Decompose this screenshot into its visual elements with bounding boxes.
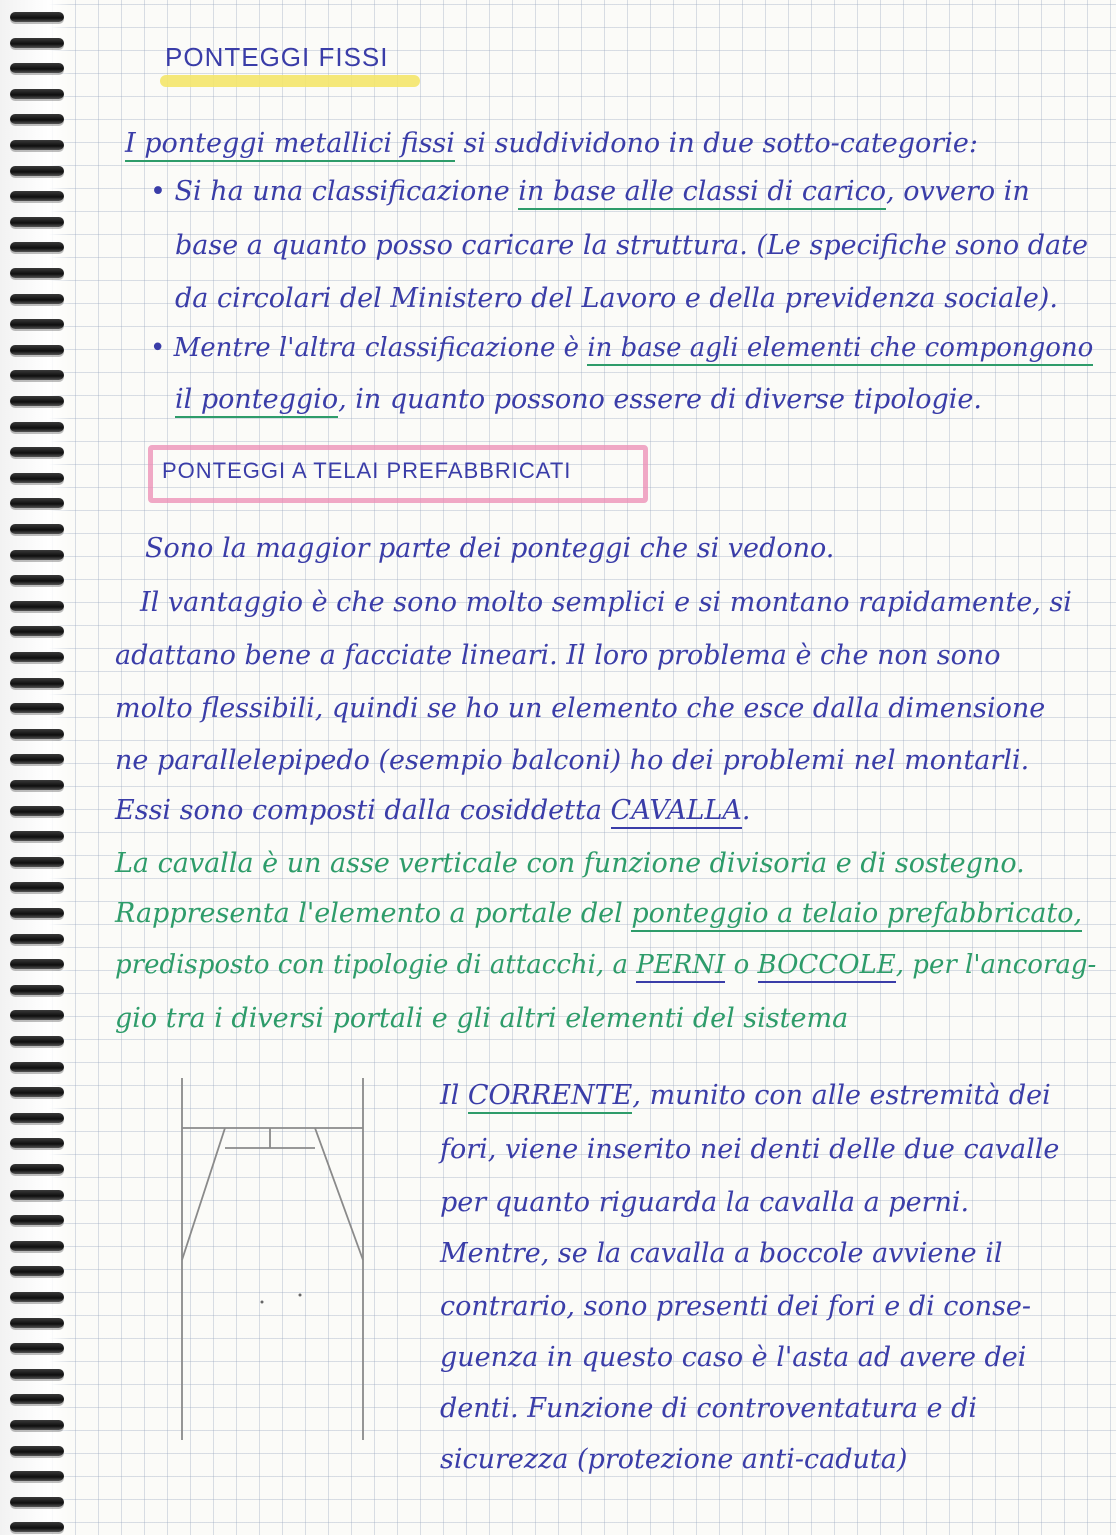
spiral-ring: [10, 89, 64, 99]
spiral-ring: [10, 1036, 64, 1046]
spiral-ring: [10, 780, 64, 790]
bullet-dot: •: [150, 333, 174, 363]
bullet-1: [150, 176, 1030, 207]
bullet-2-text: Mentre l'altra classificazione è: [173, 333, 588, 363]
green-note-l3-or: o: [725, 950, 758, 980]
green-note-l2: [115, 898, 1082, 929]
spiral-ring: [10, 1394, 64, 1404]
spiral-ring: [10, 370, 64, 380]
intro-line-1-rest: si suddividono in due sotto-categorie:: [454, 128, 978, 159]
spiral-ring: [10, 1522, 64, 1532]
bullet-dot: •: [150, 176, 175, 207]
corrente-l1-text: Il: [440, 1080, 468, 1111]
spiral-ring: [10, 806, 64, 816]
spiral-ring: [10, 1241, 64, 1251]
spiral-ring: [10, 1164, 64, 1174]
corrente-term: CORRENTE: [468, 1080, 633, 1114]
spiral-ring: [10, 217, 64, 227]
corrente-l1-rest: , munito con alle estremità dei: [632, 1080, 1051, 1111]
corrente-l7: denti. Funzione di controventatura e di: [440, 1393, 978, 1424]
spiral-ring: [10, 1369, 64, 1379]
spiral-ring: [10, 601, 64, 611]
green-note-l2-highlight: ponteggio a telaio prefabbricato,: [631, 898, 1082, 932]
spiral-binding: [0, 0, 70, 1535]
bullet-1-text: Si ha una classificazione: [174, 176, 519, 207]
green-note-l3: [115, 950, 1096, 980]
section-p6-end: .: [741, 795, 751, 826]
spiral-ring: [10, 908, 64, 918]
spiral-ring: [10, 1190, 64, 1200]
perni-term: PERNI: [636, 950, 725, 983]
bullet-1-line-2: base a quanto posso caricare la struttura. (Le specifiche sono date: [175, 230, 1088, 261]
bullet-2-highlight-2: il ponteggio: [175, 384, 338, 418]
cavalla-term: CAVALLA: [611, 795, 742, 829]
corrente-l2: fori, viene inserito nei denti delle due cavalle: [440, 1134, 1060, 1165]
section-p3: adattano bene a facciate lineari. Il loro problema è che non sono: [115, 640, 1001, 671]
bullet-2: [150, 333, 1093, 363]
spiral-ring: [10, 729, 64, 739]
spiral-ring: [10, 1497, 64, 1507]
spiral-ring: [10, 12, 64, 22]
bullet-1-line-3: da circolari del Ministero del Lavoro e della previdenza sociale).: [175, 283, 1058, 314]
spiral-ring: [10, 498, 64, 508]
cavalla-frame-drawing: [170, 1070, 380, 1450]
section-p1: Sono la maggior parte dei ponteggi che si vedono.: [145, 533, 835, 564]
spiral-ring: [10, 934, 64, 944]
section-p2: Il vantaggio è che sono molto semplici e si montano rapidamente, si: [140, 587, 1072, 618]
spiral-ring: [10, 38, 64, 48]
spiral-ring: [10, 1318, 64, 1328]
spiral-ring: [10, 63, 64, 73]
spiral-ring: [10, 831, 64, 841]
spiral-ring: [10, 447, 64, 457]
spiral-ring: [10, 1446, 64, 1456]
spiral-ring: [10, 345, 64, 355]
spiral-ring: [10, 242, 64, 252]
spiral-ring: [10, 319, 64, 329]
spiral-ring: [10, 191, 64, 201]
spiral-ring: [10, 1138, 64, 1148]
bullet-2-line-2-rest: , in quanto possono essere di diverse tipologie.: [338, 384, 982, 415]
title-highlight: [160, 75, 420, 87]
spiral-ring: [10, 166, 64, 176]
section-p6-text: Essi sono composti dalla cosiddetta: [115, 795, 611, 826]
spiral-ring: [10, 140, 64, 150]
spiral-ring: [10, 1215, 64, 1225]
spiral-ring: [10, 1292, 64, 1302]
spiral-ring: [10, 422, 64, 432]
bullet-2-line-2: [175, 384, 982, 415]
spiral-ring: [10, 754, 64, 764]
spiral-ring: [10, 1113, 64, 1123]
corrente-l1: [440, 1080, 1051, 1111]
spiral-ring: [10, 703, 64, 713]
spiral-ring: [10, 678, 64, 688]
spiral-ring: [10, 268, 64, 278]
corrente-l8: sicurezza (protezione anti-caduta): [440, 1444, 908, 1475]
spiral-ring: [10, 985, 64, 995]
spiral-ring: [10, 1087, 64, 1097]
spiral-ring: [10, 575, 64, 585]
spiral-ring: [10, 396, 64, 406]
spiral-ring: [10, 882, 64, 892]
spiral-ring: [10, 1420, 64, 1430]
corrente-l4: Mentre, se la cavalla a boccole avviene il: [440, 1238, 1003, 1269]
spiral-ring: [10, 114, 64, 124]
corrente-l5: contrario, sono presenti dei fori e di conse-: [440, 1291, 1032, 1322]
page-title: PONTEGGI FISSI: [165, 42, 389, 72]
spiral-ring: [10, 1343, 64, 1353]
spiral-ring: [10, 550, 64, 560]
section-title: PONTEGGI A TELAI PREFABBRICATI: [162, 458, 572, 483]
spiral-ring: [10, 626, 64, 636]
boccole-term: BOCCOLE: [758, 950, 896, 983]
spiral-ring: [10, 1471, 64, 1481]
spiral-ring: [10, 1010, 64, 1020]
spiral-ring: [10, 524, 64, 534]
spiral-ring: [10, 1266, 64, 1276]
intro-subject: I ponteggi metallici fissi: [125, 128, 455, 162]
bullet-1-text-end: , ovvero in: [886, 176, 1030, 207]
spiral-ring: [10, 857, 64, 867]
section-p4: molto flessibili, quindi se ho un elemento che esce dalla dimensione: [115, 693, 1046, 724]
section-p5: ne parallelepipedo (esempio balconi) ho dei problemi nel montarli.: [115, 745, 1030, 776]
green-note-l2-text: Rappresenta l'elemento a portale del: [115, 898, 632, 929]
green-note-l3-text: predisposto con tipologie di attacchi, a: [115, 950, 637, 980]
spiral-ring: [10, 473, 64, 483]
corrente-l6: guenza in questo caso è l'asta ad avere dei: [440, 1342, 1027, 1373]
spiral-ring: [10, 652, 64, 662]
bullet-2-highlight: in base agli elementi che compongono: [587, 333, 1093, 366]
green-note-l3-end: , per l'ancorag-: [895, 950, 1097, 980]
green-note-l1: La cavalla è un asse verticale con funzione divisoria e di sostegno.: [115, 848, 1025, 879]
spiral-ring: [10, 1062, 64, 1072]
bullet-1-highlight: in base alle classi di carico: [518, 176, 886, 210]
spiral-ring: [10, 294, 64, 304]
intro-line-1: [125, 128, 978, 159]
spiral-ring: [10, 959, 64, 969]
corrente-l3: per quanto riguarda la cavalla a perni.: [440, 1187, 970, 1218]
green-note-l4: gio tra i diversi portali e gli altri elementi del sistema: [115, 1003, 849, 1034]
section-p6: [115, 795, 750, 826]
